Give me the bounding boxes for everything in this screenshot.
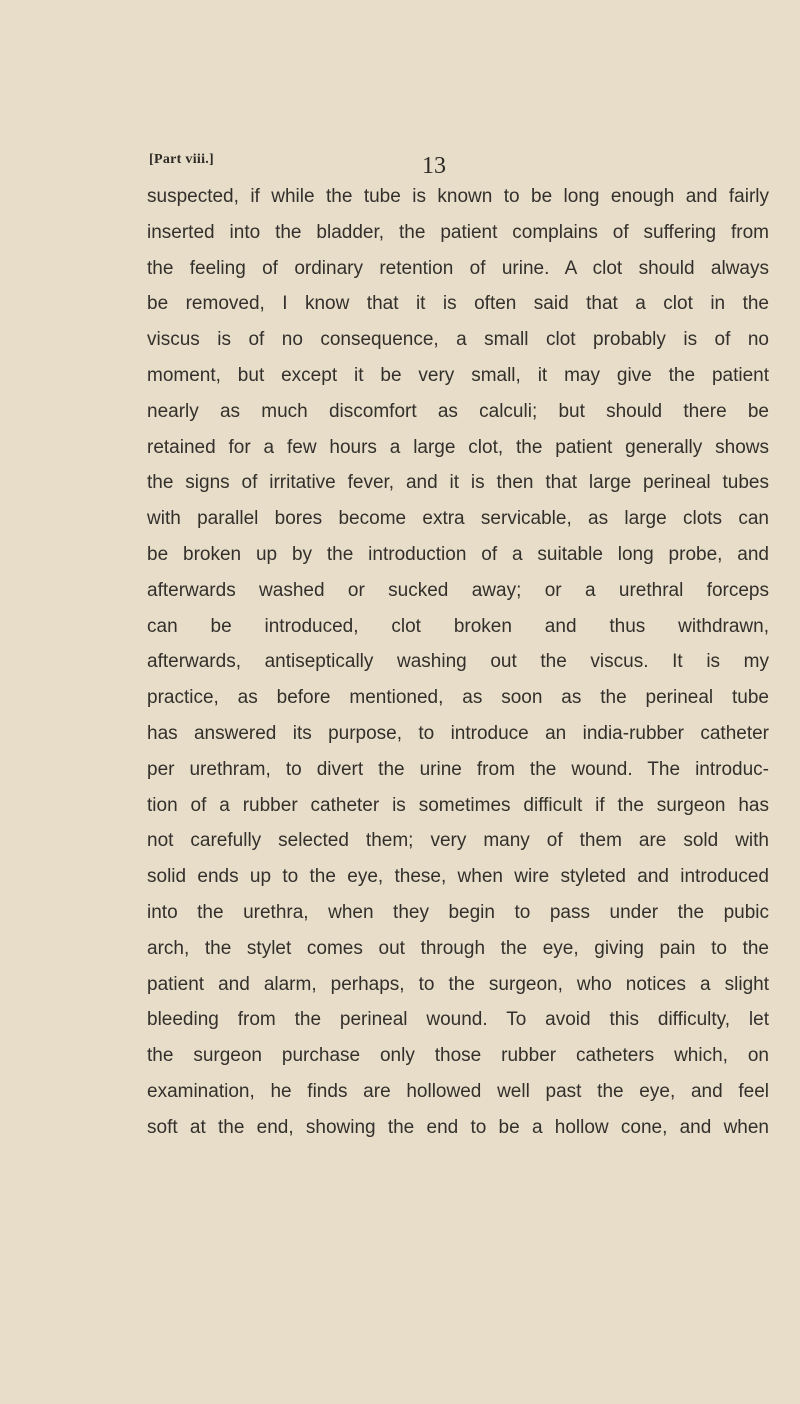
text-line: has answered its purpose, to introduce an india-rubber catheter bbox=[147, 722, 769, 744]
page-number: 13 bbox=[422, 153, 446, 179]
text-line: arch, the stylet comes out through the eye, giving pain to the bbox=[147, 937, 769, 959]
text-line: the signs of irritative fever, and it is then that large perineal tubes bbox=[147, 472, 769, 494]
text-line: into the urethra, when they begin to pass under the pubic bbox=[147, 901, 769, 923]
text-line: soft at the end, showing the end to be a hollow cone, and when bbox=[147, 1116, 769, 1138]
text-line: inserted into the bladder, the patient complains of suffering from bbox=[147, 221, 769, 243]
text-line: moment, but except it be very small, it may give the patient bbox=[147, 364, 769, 386]
text-line: the feeling of ordinary retention of urine. A clot should always bbox=[147, 257, 769, 279]
text-line: solid ends up to the eye, these, when wire styleted and introduced bbox=[147, 866, 769, 888]
text-line: can be introduced, clot broken and thus withdrawn, bbox=[147, 615, 769, 637]
text-line: afterwards, antiseptically washing out the viscus. It is my bbox=[147, 651, 769, 673]
text-line: retained for a few hours a large clot, the patient generally shows bbox=[147, 436, 769, 458]
text-line: with parallel bores become extra servicable, as large clots can bbox=[147, 508, 769, 530]
text-line: patient and alarm, perhaps, to the surgeon, who notices a slight bbox=[147, 973, 769, 995]
text-line: per urethram, to divert the urine from the wound. The introduc- bbox=[147, 758, 769, 780]
text-line: examination, he finds are hollowed well past the eye, and feel bbox=[147, 1080, 769, 1102]
text-line: afterwards washed or sucked away; or a urethral forceps bbox=[147, 579, 769, 601]
text-line: not carefully selected them; very many of them are sold with bbox=[147, 830, 769, 852]
text-line: be broken up by the introduction of a suitable long probe, and bbox=[147, 543, 769, 565]
body-paragraph bbox=[147, 179, 769, 1146]
text-line: suspected, if while the tube is known to be long enough and fairly bbox=[147, 186, 769, 207]
text-line: nearly as much discomfort as calculi; but should there be bbox=[147, 400, 769, 422]
text-line: be removed, I know that it is often said that a clot in the bbox=[147, 293, 769, 315]
text-line: viscus is of no consequence, a small clot probably is of no bbox=[147, 329, 769, 351]
text-line: tion of a rubber catheter is sometimes difficult if the surgeon has bbox=[147, 794, 769, 816]
text-line: bleeding from the perineal wound. To avoid this difficulty, let bbox=[147, 1009, 769, 1031]
text-line: practice, as before mentioned, as soon as the perineal tube bbox=[147, 687, 769, 709]
part-label: [Part viii.] bbox=[149, 152, 215, 167]
text-line: the surgeon purchase only those rubber catheters which, on bbox=[147, 1045, 769, 1067]
